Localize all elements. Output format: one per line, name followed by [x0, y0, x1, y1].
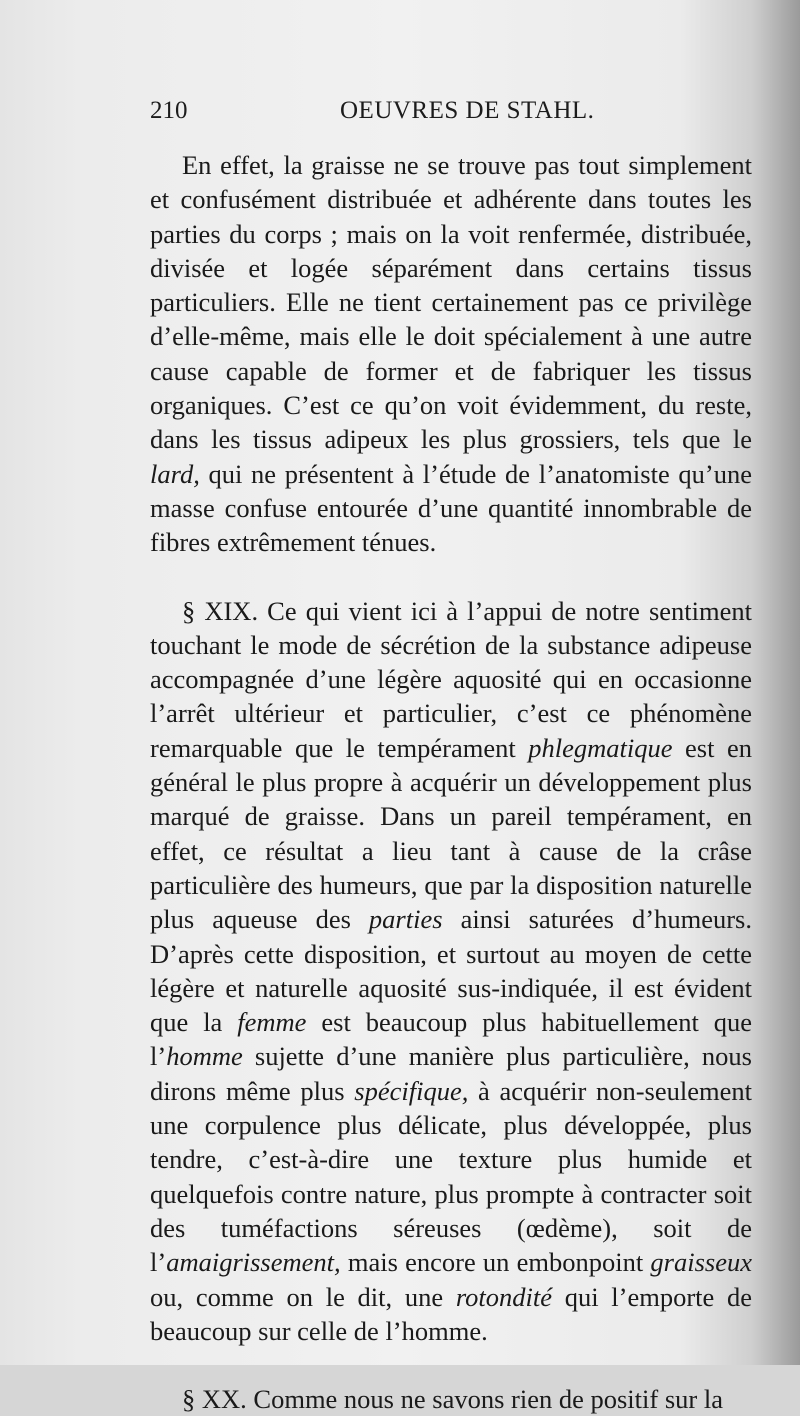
italic-run: rotondité — [455, 1281, 552, 1312]
body-text — [150, 148, 752, 1416]
italic-run: phlegmatique — [528, 732, 673, 763]
text-run: En effet, la graisse ne se trouve pas tout simplement et confusément distribuée et adhérente dans toutes les parties du corps ; mais on la voit renfermée, distribuée, divisée et logée séparément dans certains tissus particuliers. Elle ne tient certainement pas ce privilège d’elle-même, mais elle le doit spécialement à une autre cause capable de former et de fabriquer les tissus organiques. C’est ce qu’on voit évidemment, du reste, dans les tissus adipeux les plus grossiers, tels que le — [150, 150, 752, 455]
italic-run: parties — [368, 904, 443, 935]
text-run: est en général le plus propre à acquérir un développement plus marqué de graisse. Dans un pareil tempérament, en effet, ce résultat a lieu tant à cause de la crâse particulière des humeurs, que par la disposition naturelle plus aqueuse des — [150, 732, 753, 935]
italic-run: graisseux — [650, 1247, 752, 1278]
page-number: 210 — [150, 97, 188, 124]
italic-run: homme — [166, 1041, 243, 1072]
text-run: § XX. Comme nous ne savons rien de positif sur la — [182, 1384, 723, 1415]
text-run: ainsi saturées d’humeurs. D’après cette disposition, et surtout au moyen de cette légère et naturelle aquosité sus-indiquée, il est évident que la — [150, 904, 752, 1038]
italic-run: femme — [237, 1007, 307, 1038]
text-run: § XIX. Ce qui vient ici à l’appui de notre sentiment touchant le mode de sécrétion de la substance adipeuse accompagnée d’une légère aquosité qui en occasionne l’arrêt ultérieur et particulier, c’est ce phénomène remarquable que le tempérament — [150, 595, 752, 763]
running-title: OEUVRES DE STAHL. — [340, 97, 595, 124]
text-run: qui l’emporte de beaucoup sur celle de l’homme. — [150, 1281, 752, 1346]
italic-run: amaigrissement, — [166, 1247, 341, 1278]
text-run: qui ne présentent à l’étude de l’anatomiste qu’une masse confuse entourée d’une quantité innombrable de fibres extrêmement ténues. — [150, 458, 752, 558]
paragraph-fat-distribution — [150, 148, 752, 560]
text-run: sujette d’une manière plus particulière, nous dirons même plus — [150, 1041, 752, 1106]
text-run: à acquérir non-seulement une corpulence plus délicate, plus développée, plus tendre, c’est-à-dire une texture plus humide et quelquefois contre nature, plus prompte à contracter soit des tuméfactions séreuses (œdème), soit de l’ — [150, 1075, 752, 1278]
paragraph-section-xx — [150, 1382, 752, 1416]
paragraph-section-xix — [150, 594, 752, 1349]
text-run: est beaucoup plus habituellement que l’ — [150, 1007, 752, 1072]
text-run: ou, comme on le dit, une — [150, 1281, 456, 1312]
page-header — [150, 97, 742, 137]
text-run: mais encore un embonpoint — [340, 1247, 651, 1278]
italic-run: spécifique, — [354, 1075, 469, 1106]
italic-run: lard, — [150, 458, 200, 489]
